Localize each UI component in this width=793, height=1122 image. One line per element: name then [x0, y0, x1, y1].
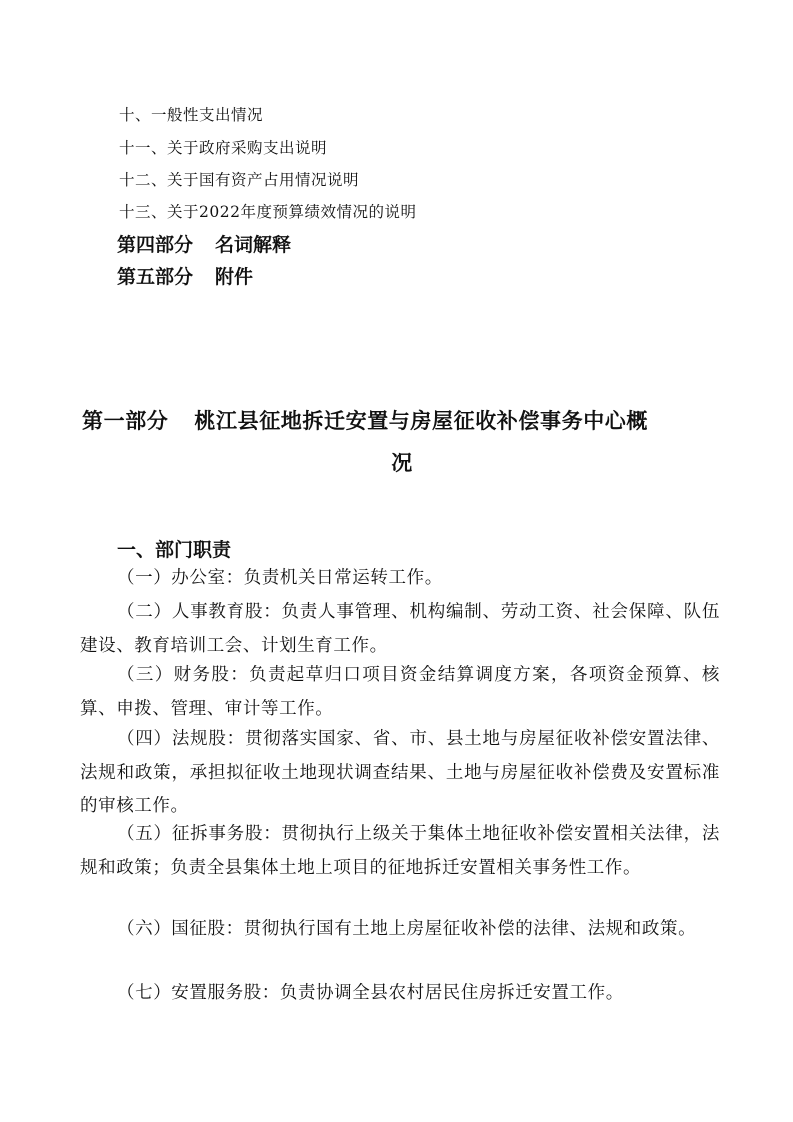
duty-paragraph-2: （二）人事教育股：负责人事管理、机构编制、劳动工资、社会保障、队伍建设、教育培训工会、计划生育工作。	[80, 602, 720, 656]
duty-paragraph-7: （七）安置服务股：负责协调全县农村居民住房拆迁安置工作。	[117, 983, 624, 1003]
toc-item-13: 十三、关于2022年度预算绩效情况的说明	[119, 203, 417, 221]
part-one-label: 第一部分	[82, 409, 169, 433]
toc-part-5-title: 附件	[215, 266, 254, 288]
toc-part-4	[117, 230, 291, 257]
duty-paragraph-4: （四）法规股：贯彻落实国家、省、市、县土地与房屋征收补偿安置法律、法规和政策，承担拟征收土地现状调查结果、土地与房屋征收补偿费及安置标准的审核工作。	[80, 729, 720, 816]
toc-item-10: 十、一般性支出情况	[119, 106, 264, 124]
toc-part-4-title: 名词解释	[215, 234, 292, 256]
toc-item-11: 十一、关于政府采购支出说明	[119, 139, 328, 157]
toc-item-12: 十二、关于国有资产占用情况说明	[119, 171, 360, 189]
duty-paragraph-1: （一）办公室：负责机关日常运转工作。	[117, 568, 443, 588]
section-title: 一、部门职责	[117, 539, 232, 561]
toc-part-4-label: 第四部分	[117, 234, 194, 256]
part-one-heading-line1	[82, 400, 722, 442]
toc-part-5	[117, 262, 253, 289]
duty-paragraph-6: （六）国征股：贯彻执行国有土地上房屋征收补偿的法律、法规和政策。	[117, 919, 697, 939]
toc-part-5-label: 第五部分	[117, 266, 194, 288]
part-one-heading	[82, 400, 722, 484]
duty-paragraph-3: （三）财务股：负责起草归口项目资金结算调度方案，各项资金预算、核算、申拨、管理、审计等工作。	[80, 665, 720, 719]
part-one-heading-line2: 况	[391, 451, 413, 475]
part-one-title: 桃江县征地拆迁安置与房屋征收补偿事务中心概	[194, 409, 649, 433]
duty-paragraph-5: （五）征拆事务股：贯彻执行上级关于集体土地征收补偿安置相关法律，法规和政策；负责全县集体土地上项目的征地拆迁安置相关事务性工作。	[80, 824, 720, 878]
